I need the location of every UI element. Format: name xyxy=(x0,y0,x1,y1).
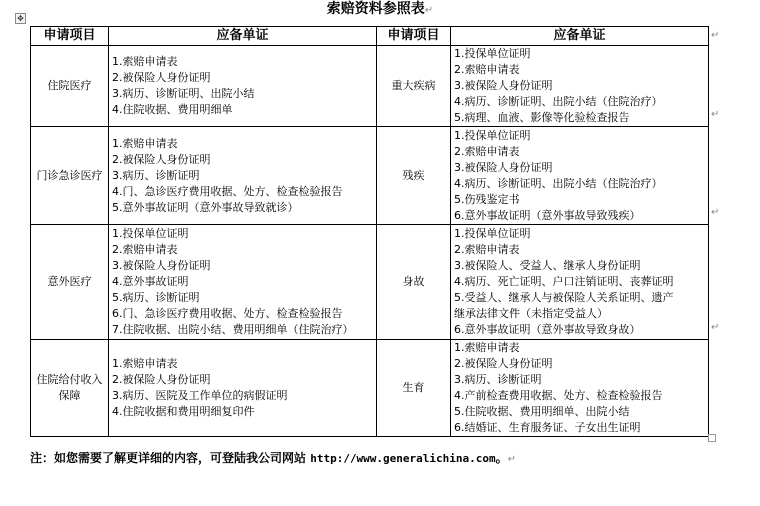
document-list-item: 4.住院收据、费用明细单 xyxy=(112,103,233,116)
document-list-item: 4.意外事故证明 xyxy=(112,275,189,288)
document-list-item: 1.索赔申请表 xyxy=(112,136,178,150)
document-list-item: 4.产前检查费用收据、处方、检查检验报告 xyxy=(454,389,663,402)
document-list-item: 2.被保险人身份证明 xyxy=(112,152,211,166)
row-end-mark-icon: ↵ xyxy=(711,109,720,120)
application-item-cell: 身故 xyxy=(377,225,451,340)
application-item-cell: 残疾 xyxy=(377,127,451,225)
table-row xyxy=(31,127,709,225)
header-item-2: 申请项目 xyxy=(377,27,451,46)
application-item-cell: 住院给付收入保障 xyxy=(31,340,109,437)
document-list-item: 5.意外事故证明（意外事故导致就诊） xyxy=(112,200,299,214)
document-list-item: 6.门、急诊医疗费用收据、处方、检查检验报告 xyxy=(112,307,343,320)
table-header-row xyxy=(31,27,709,46)
document-list-item: 2.索赔申请表 xyxy=(454,63,520,76)
table-row xyxy=(31,225,709,340)
document-list-item: 2.索赔申请表 xyxy=(454,243,520,256)
application-item-cell: 重大疾病 xyxy=(377,46,451,127)
document-list-item: 6.意外事故证明（意外事故导致身故） xyxy=(454,323,641,336)
required-documents-cell xyxy=(451,340,709,437)
document-list-item: 3.被保险人身份证明 xyxy=(454,160,553,174)
paragraph-mark-icon: ↵ xyxy=(507,454,517,465)
document-list-item: 继承法律文件（未指定受益人） xyxy=(454,307,608,320)
document-list-item: 3.病历、诊断证明、出院小结 xyxy=(112,87,255,100)
document-list-item: 2.索赔申请表 xyxy=(112,243,178,256)
required-documents-cell xyxy=(451,46,709,127)
document-list-item: 7.住院收据、出院小结、费用明细单（住院治疗） xyxy=(112,323,354,336)
title-text: 索赔资料参照表 xyxy=(326,1,425,17)
document-list-item: 3.病历、医院及工作单位的病假证明 xyxy=(112,389,288,402)
application-item-cell: 意外医疗 xyxy=(31,225,109,340)
document-list-item: 2.被保险人身份证明 xyxy=(454,357,553,370)
header-item-1: 申请项目 xyxy=(31,27,109,46)
document-list-item: 1.索赔申请表 xyxy=(112,55,178,68)
application-item-cell: 生育 xyxy=(377,340,451,437)
required-documents-cell xyxy=(451,225,709,340)
document-list-item: 6.结婚证、生育服务证、子女出生证明 xyxy=(454,421,641,434)
required-documents-cell xyxy=(109,127,377,225)
website-link[interactable]: http://www.generalichina.com xyxy=(310,452,496,465)
note-label: 注：如您需要了解更详细的内容，可登陆我公司网站 xyxy=(30,451,307,465)
document-list-item: 3.被保险人身份证明 xyxy=(454,79,553,92)
header-docs-1: 应备单证 xyxy=(109,27,377,46)
application-item-cell: 门诊急诊医疗 xyxy=(31,127,109,225)
document-list-item: 2.索赔申请表 xyxy=(454,144,520,158)
note-end: 。 xyxy=(495,451,508,465)
required-documents-cell xyxy=(109,340,377,437)
required-documents-cell xyxy=(109,46,377,127)
document-list-item: 3.病历、诊断证明 xyxy=(112,168,200,182)
document-list-item: 1.投保单位证明 xyxy=(112,227,189,240)
document-list-item: 3.被保险人、受益人、继承人身份证明 xyxy=(454,259,641,272)
application-item-cell: 住院医疗 xyxy=(31,46,109,127)
document-list-item: 6.意外事故证明（意外事故导致残疾） xyxy=(454,208,641,222)
document-list-item: 5.受益人、继承人与被保险人关系证明、遗产 xyxy=(454,291,674,304)
table-row xyxy=(31,340,709,437)
row-end-mark-icon: ↵ xyxy=(711,30,720,41)
document-list-item: 1.索赔申请表 xyxy=(454,341,520,354)
document-list-item: 1.投保单位证明 xyxy=(454,227,531,240)
claims-reference-table xyxy=(30,26,709,437)
paragraph-mark-icon: ↵ xyxy=(424,5,434,16)
document-list-item: 1.投保单位证明 xyxy=(454,128,531,142)
footer-note xyxy=(30,450,516,468)
table-row xyxy=(31,46,709,127)
document-list-item: 5.住院收据、费用明细单、出院小结 xyxy=(454,405,630,418)
header-docs-2: 应备单证 xyxy=(451,27,709,46)
row-end-mark-icon: ↵ xyxy=(711,322,720,333)
document-list-item: 5.病理、血液、影像等化验检查报告 xyxy=(454,111,630,124)
document-list-item: 4.病历、死亡证明、户口注销证明、丧葬证明 xyxy=(454,275,674,288)
document-list-item: 3.病历、诊断证明 xyxy=(454,373,542,386)
document-list-item: 3.被保险人身份证明 xyxy=(112,259,211,272)
document-list-item: 4.病历、诊断证明、出院小结（住院治疗） xyxy=(454,176,663,190)
table-resize-handle-icon[interactable] xyxy=(708,434,716,442)
required-documents-cell xyxy=(109,225,377,340)
table-move-handle-icon[interactable]: ✥ xyxy=(15,13,26,24)
document-list-item: 1.投保单位证明 xyxy=(454,47,531,60)
document-list-item: 5.病历、诊断证明 xyxy=(112,291,200,304)
document-list-item: 4.门、急诊医疗费用收据、处方、检查检验报告 xyxy=(112,184,343,198)
document-list-item: 2.被保险人身份证明 xyxy=(112,71,211,84)
document-list-item: 5.伤残鉴定书 xyxy=(454,192,520,206)
document-title xyxy=(0,0,760,20)
required-documents-cell xyxy=(451,127,709,225)
document-list-item: 1.索赔申请表 xyxy=(112,357,178,370)
document-list-item: 4.病历、诊断证明、出院小结（住院治疗） xyxy=(454,95,663,108)
document-list-item: 2.被保险人身份证明 xyxy=(112,373,211,386)
document-list-item: 4.住院收据和费用明细复印件 xyxy=(112,405,255,418)
row-end-mark-icon: ↵ xyxy=(711,207,720,218)
